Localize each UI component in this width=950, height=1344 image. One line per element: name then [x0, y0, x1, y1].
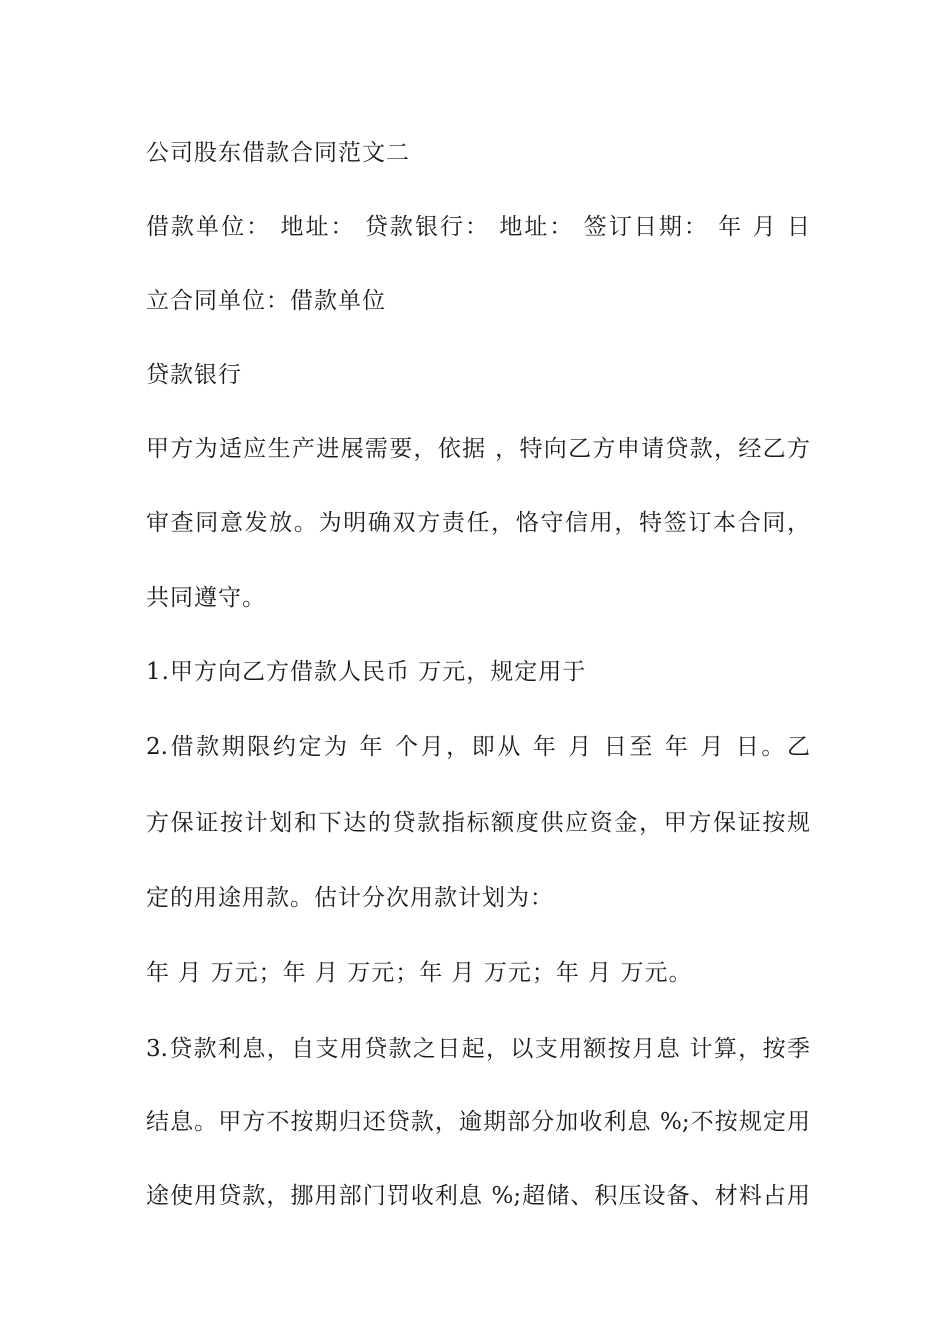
text-line: 3.贷款利息，自支用贷款之日起，以支用额按月息 计算，按季	[146, 1036, 810, 1062]
text-line: 1.甲方向乙方借款人民币 万元，规定用于	[146, 659, 587, 685]
text-line: 借款单位： 地址： 贷款银行： 地址： 签订日期： 年 月 日	[146, 214, 810, 240]
document-title: 公司股东借款合同范文二	[146, 140, 410, 166]
text-line: 2.借款期限约定为 年 个月，即从 年 月 日至 年 月 日。乙	[146, 734, 810, 760]
text-line: 结息。甲方不按期归还贷款，逾期部分加收利息 %;不按规定用	[146, 1109, 810, 1135]
text-line: 定的用途用款。估计分次用款计划为：	[146, 885, 554, 911]
text-line: 审查同意发放。为明确双方责任，恪守信用，特签订本合同，	[146, 510, 810, 536]
text-line: 共同遵守。	[146, 585, 266, 611]
text-line: 贷款银行	[146, 362, 242, 388]
text-line: 年 月 万元；年 月 万元；年 月 万元；年 月 万元。	[146, 960, 693, 986]
text-line: 方保证按计划和下达的贷款指标额度供应资金，甲方保证按规	[146, 810, 810, 836]
text-line: 甲方为适应生产进展需要，依据 ，特向乙方申请贷款，经乙方	[146, 436, 810, 462]
text-line: 立合同单位：借款单位	[146, 288, 386, 314]
text-line: 途使用贷款，挪用部门罚收利息 %;超储、积压设备、材料占用	[146, 1183, 810, 1209]
